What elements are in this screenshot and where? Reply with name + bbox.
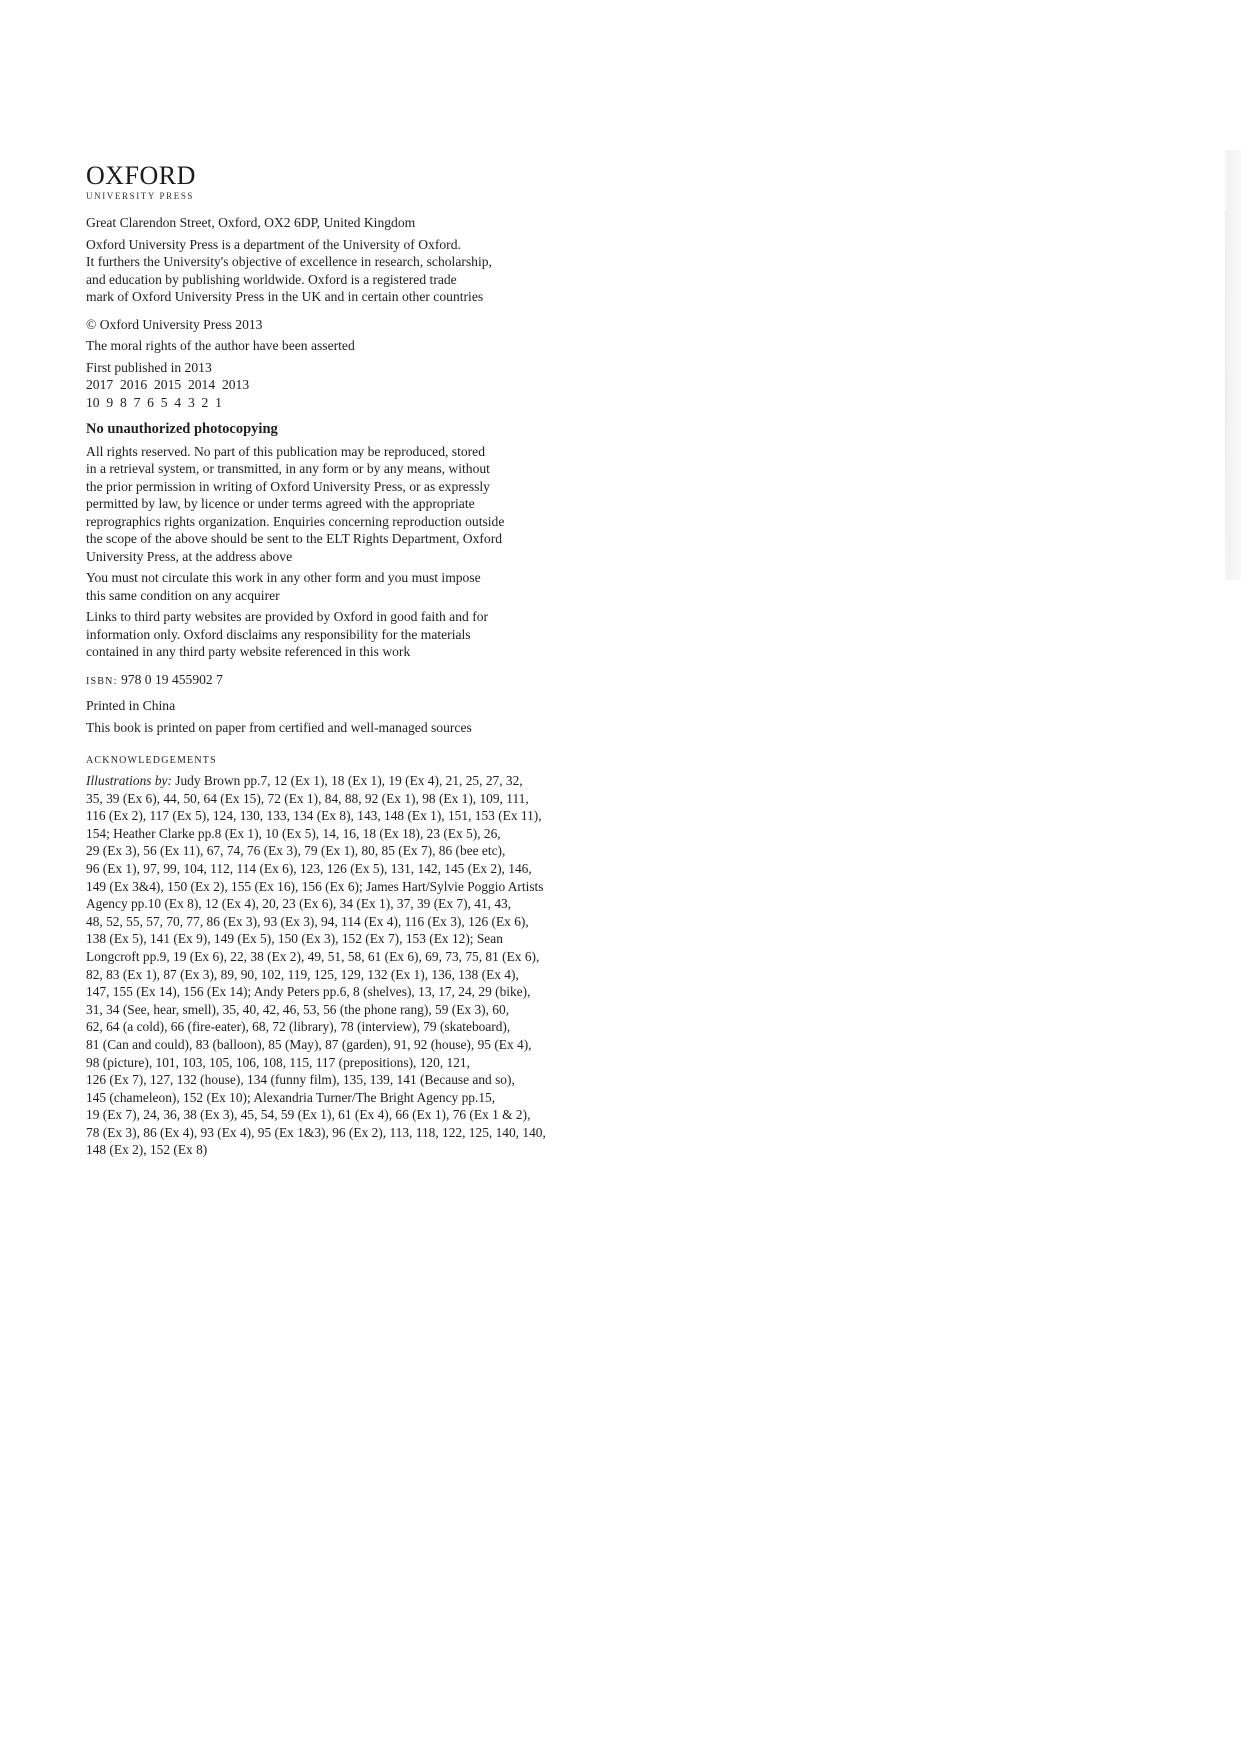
ack-line: 126 (Ex 7), 127, 132 (house), 134 (funny film), 135, 139, 141 (Because and so), (86, 1072, 515, 1088)
rights-line: the prior permission in writing of Oxford University Press, or as expressly (86, 478, 490, 494)
ack-line: 149 (Ex 3&4), 150 (Ex 2), 155 (Ex 16), 156 (Ex 6); James Hart/Sylvie Poggio Artists (86, 878, 544, 894)
copyright-page (86, 163, 606, 1159)
rights-line: reprographics rights organization. Enquiries concerning reproduction outside (86, 513, 505, 529)
rights-line: in a retrieval system, or transmitted, in any form or by any means, without (86, 461, 490, 476)
ack-line: 29 (Ex 3), 56 (Ex 11), 67, 74, 76 (Ex 3), 79 (Ex 1), 80, 85 (Ex 7), 86 (bee etc), (86, 843, 506, 859)
ack-line: Agency pp.10 (Ex 8), 12 (Ex 4), 20, 23 (Ex 6), 34 (Ex 1), 37, 39 (Ex 7), 41, 43, (86, 896, 512, 912)
ack-line: 154; Heather Clarke pp.8 (Ex 1), 10 (Ex 5), 14, 16, 18 (Ex 18), 23 (Ex 5), 26, (86, 825, 501, 841)
ack-line: 148 (Ex 2), 152 (Ex 8) (86, 1142, 208, 1158)
ack-line: 78 (Ex 3), 86 (Ex 4), 93 (Ex 4), 95 (Ex 1&3), 96 (Ex 2), 113, 118, 122, 125, 140, 140, (86, 1124, 546, 1140)
first-published: First published in 2013 (86, 359, 212, 375)
moral-rights: The moral rights of the author have been asserted (86, 338, 355, 353)
about-line: Oxford University Press is a department of the University of Oxford. (86, 236, 461, 252)
ack-line: 31, 34 (See, hear, smell), 35, 40, 42, 46, 53, 56 (the phone rang), 59 (Ex 3), 60, (86, 1001, 510, 1017)
copyright-notice: © Oxford University Press 2013 (86, 316, 263, 332)
logo-subtitle: UNIVERSITY PRESS (86, 191, 195, 201)
rights-line: University Press, at the address above (86, 548, 293, 564)
acknowledgements-heading: ACKNOWLEDGEMENTS (86, 755, 217, 766)
acknowledgements-body (86, 772, 606, 1159)
ack-line: 62, 64 (a cold), 66 (fire-eater), 68, 72 (library), 78 (interview), 79 (skateboard), (86, 1019, 511, 1035)
ack-line: 98 (picture), 101, 103, 105, 106, 108, 115, 117 (prepositions), 120, 121, (86, 1054, 470, 1070)
links-line: Links to third party websites are provided by Oxford in good faith and for (86, 609, 489, 624)
about-paragraph (86, 236, 606, 306)
links-line: information only. Oxford disclaims any responsibility for the materials (86, 626, 471, 642)
isbn (86, 671, 606, 691)
isbn-label: ISBN: (86, 675, 118, 687)
impression-years: 2017 2016 2015 2014 2013 (86, 377, 250, 392)
rights-line: the scope of the above should be sent to the ELT Rights Department, Oxford (86, 531, 503, 546)
about-line: It furthers the University's objective of excellence in research, scholarship, (86, 254, 492, 269)
ack-line: 82, 83 (Ex 1), 87 (Ex 3), 89, 90, 102, 119, 125, 129, 132 (Ex 1), 136, 138 (Ex 4), (86, 966, 519, 982)
paper-note: This book is printed on paper from certified and well-managed sources (86, 719, 472, 735)
isbn-value: 978 0 19 455902 7 (120, 671, 223, 687)
ack-line (86, 772, 606, 790)
rights-paragraph (86, 443, 606, 566)
ack-line: 48, 52, 55, 57, 70, 77, 86 (Ex 3), 93 (Ex 3), 94, 114 (Ex 4), 116 (Ex 3), 126 (Ex 6), (86, 913, 529, 929)
photocopy-heading: No unauthorized photocopying (86, 421, 278, 437)
ack-line: 96 (Ex 1), 97, 99, 104, 112, 114 (Ex 6), 123, 126 (Ex 5), 131, 142, 145 (Ex 2), 146, (86, 860, 532, 876)
about-line: mark of Oxford University Press in the UK and in certain other countries (86, 289, 484, 304)
page-edge-line (1225, 210, 1227, 610)
ack-line: 145 (chameleon), 152 (Ex 10); Alexandria Turner/The Bright Agency pp.15, (86, 1089, 496, 1105)
logo-wordmark: OXFORD (86, 161, 196, 190)
circulate-paragraph (86, 569, 606, 604)
publisher-address: Great Clarendon Street, Oxford, OX2 6DP, United Kingdom (86, 215, 416, 230)
impression-numbers: 10 9 8 7 6 5 4 3 2 1 (86, 394, 222, 410)
links-line: contained in any third party website referenced in this work (86, 644, 411, 659)
circulate-line: this same condition on any acquirer (86, 587, 280, 603)
rights-line: All rights reserved. No part of this publication may be reproduced, stored (86, 443, 486, 459)
acknowledgements-section (86, 754, 606, 1159)
rights-line: permitted by law, by licence or under terms agreed with the appropriate (86, 496, 475, 511)
ack-line: 116 (Ex 2), 117 (Ex 5), 124, 130, 133, 134 (Ex 8), 143, 148 (Ex 1), 151, 153 (Ex 11), (86, 808, 542, 824)
ack-line: 35, 39 (Ex 6), 44, 50, 64 (Ex 15), 72 (Ex 1), 84, 88, 92 (Ex 1), 98 (Ex 1), 109, 111, (86, 790, 529, 806)
ack-line: 81 (Can and could), 83 (balloon), 85 (May), 87 (garden), 91, 92 (house), 95 (Ex 4), (86, 1036, 532, 1052)
about-line: and education by publishing worldwide. Oxford is a registered trade (86, 271, 457, 287)
ack-line: 147, 155 (Ex 14), 156 (Ex 14); Andy Peters pp.6, 8 (shelves), 13, 17, 24, 29 (bike), (86, 984, 531, 1000)
printed-in: Printed in China (86, 698, 176, 713)
ack-line: 138 (Ex 5), 141 (Ex 9), 149 (Ex 5), 150 (Ex 3), 152 (Ex 7), 153 (Ex 12); Sean (86, 931, 503, 947)
publisher-logo (86, 163, 606, 202)
ack-line: Longcroft pp.9, 19 (Ex 6), 22, 38 (Ex 2), 49, 51, 58, 61 (Ex 6), 69, 73, 75, 81 (Ex 6), (86, 948, 540, 964)
ack-lead: Illustrations by: (86, 773, 172, 788)
ack-line: 19 (Ex 7), 24, 36, 38 (Ex 3), 45, 54, 59 (Ex 1), 61 (Ex 4), 66 (Ex 1), 76 (Ex 1 & 2), (86, 1107, 531, 1123)
circulate-line: You must not circulate this work in any other form and you must impose (86, 570, 481, 585)
links-paragraph (86, 608, 606, 661)
ack-text: Judy Brown pp.7, 12 (Ex 1), 18 (Ex 1), 19 (Ex 4), 21, 25, 27, 32, (171, 773, 523, 788)
